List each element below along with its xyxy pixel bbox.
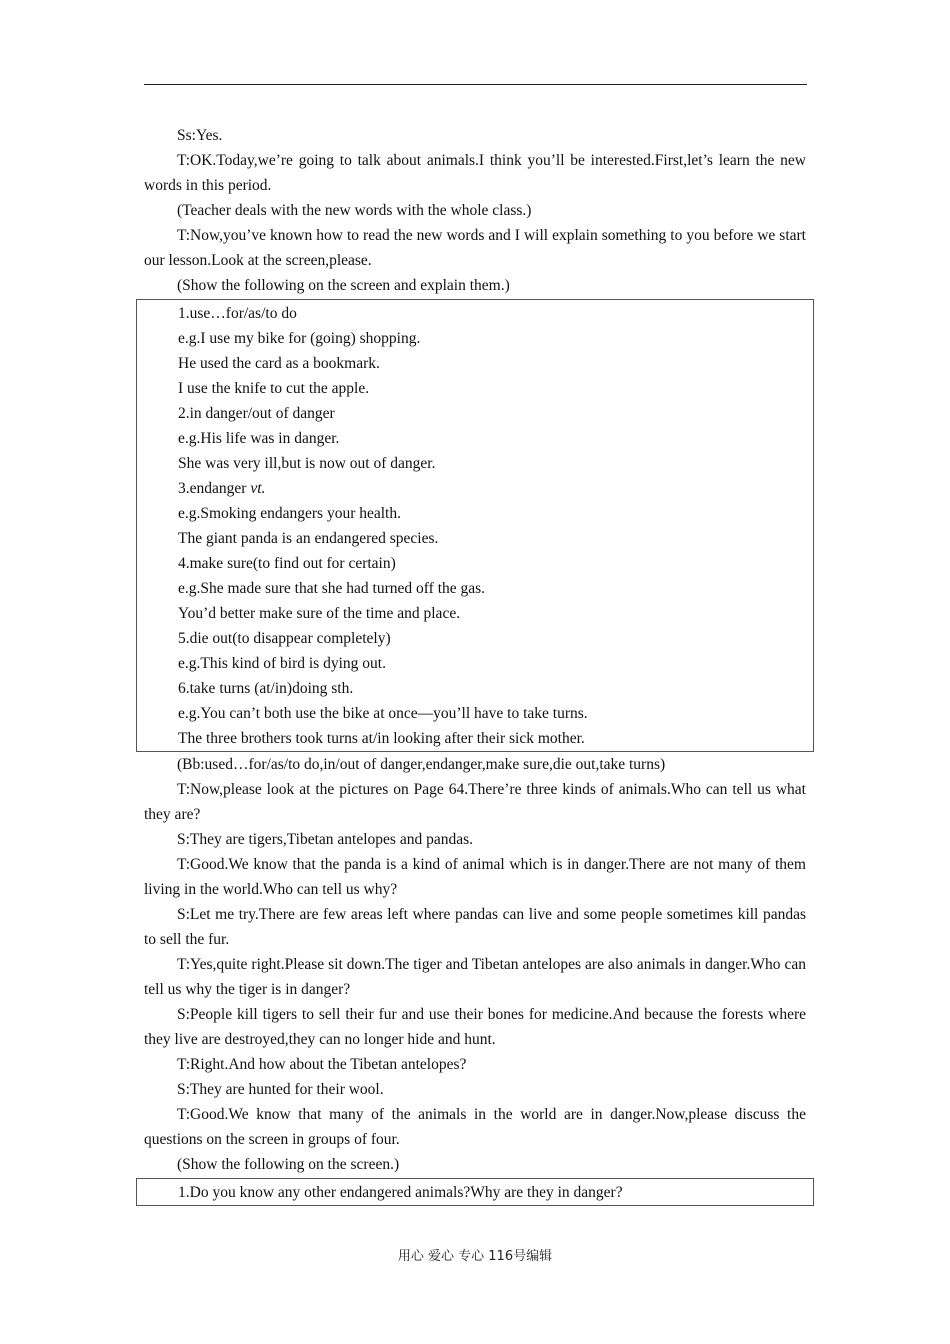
paragraph: T:Right.And how about the Tibetan antelopes?: [177, 1056, 467, 1073]
paragraph: (Bb:used…for/as/to do,in/out of danger,endanger,make sure,die out,take turns): [177, 756, 666, 773]
screen-box-questions: [136, 1178, 814, 1206]
paragraph: (Show the following on the screen and explain them.): [177, 277, 510, 294]
paragraph: T:Now,you’ve known how to read the new words and I will explain something to you before we start our lesson.Look at the screen,please.: [144, 227, 806, 269]
box-line: The three brothers took turns at/in looking after their sick mother.: [178, 730, 585, 747]
box-line: The giant panda is an endangered species.: [178, 530, 439, 547]
box-line: He used the card as a bookmark.: [178, 355, 380, 372]
box-line: 5.die out(to disappear completely): [178, 630, 391, 647]
page-footer: 用心 爱心 专心 116号编辑: [397, 1249, 553, 1264]
box-line: 4.make sure(to find out for certain): [178, 555, 396, 572]
screen-box-vocabulary: [136, 299, 814, 752]
part-of-speech: vt.: [250, 480, 266, 497]
box-line: e.g.This kind of bird is dying out.: [178, 655, 386, 672]
header-rule: [144, 84, 807, 85]
box-line: e.g.I use my bike for (going) shopping.: [178, 330, 421, 347]
box-line: 6.take turns (at/in)doing sth.: [178, 680, 354, 697]
box-line: e.g.She made sure that she had turned off the gas.: [178, 580, 486, 597]
box-line: e.g.You can’t both use the bike at once—you’ll have to take turns.: [178, 705, 588, 722]
paragraph: S:Let me try.There are few areas left where pandas can live and some people sometimes kill pandas to sell the fur.: [144, 906, 806, 948]
paragraph: S:They are hunted for their wool.: [177, 1081, 384, 1098]
box-line: 1.Do you know any other endangered animals?Why are they in danger?: [178, 1184, 623, 1201]
paragraph: (Show the following on the screen.): [177, 1156, 400, 1173]
box-line: You’d better make sure of the time and place.: [178, 605, 461, 622]
box-line: 1.use…for/as/to do: [178, 305, 297, 322]
box-line: 2.in danger/out of danger: [178, 405, 335, 422]
paragraph: Ss:Yes.: [177, 127, 223, 144]
box-line-endanger: [145, 476, 805, 501]
box-line: She was very ill,but is now out of danger.: [178, 455, 436, 472]
paragraph: S:People kill tigers to sell their fur and use their bones for medicine.And because the forests where they live are destroyed,they can no longer hide and hunt.: [144, 1006, 806, 1048]
box-line: e.g.Smoking endangers your health.: [178, 505, 401, 522]
document-body: [144, 123, 806, 1206]
paragraph: T:Good.We know that many of the animals in the world are in danger.Now,please discuss the questions on the screen in groups of four.: [144, 1106, 806, 1148]
endanger-word: 3.endanger: [178, 480, 251, 497]
paragraph: T:Now,please look at the pictures on Page 64.There’re three kinds of animals.Who can tell us what they are?: [144, 781, 806, 823]
paragraph: (Teacher deals with the new words with the whole class.): [177, 202, 532, 219]
paragraph: S:They are tigers,Tibetan antelopes and pandas.: [177, 831, 474, 848]
box-line: I use the knife to cut the apple.: [178, 380, 370, 397]
box-line: e.g.His life was in danger.: [178, 430, 340, 447]
paragraph: T:Good.We know that the panda is a kind of animal which is in danger.There are not many of them living in the world.Who can tell us why?: [144, 856, 806, 898]
paragraph: T:OK.Today,we’re going to talk about animals.I think you’ll be interested.First,let’s learn the new words in this period.: [144, 152, 806, 194]
paragraph: T:Yes,quite right.Please sit down.The tiger and Tibetan antelopes are also animals in danger.Who can tell us why the tiger is in danger?: [144, 956, 806, 998]
